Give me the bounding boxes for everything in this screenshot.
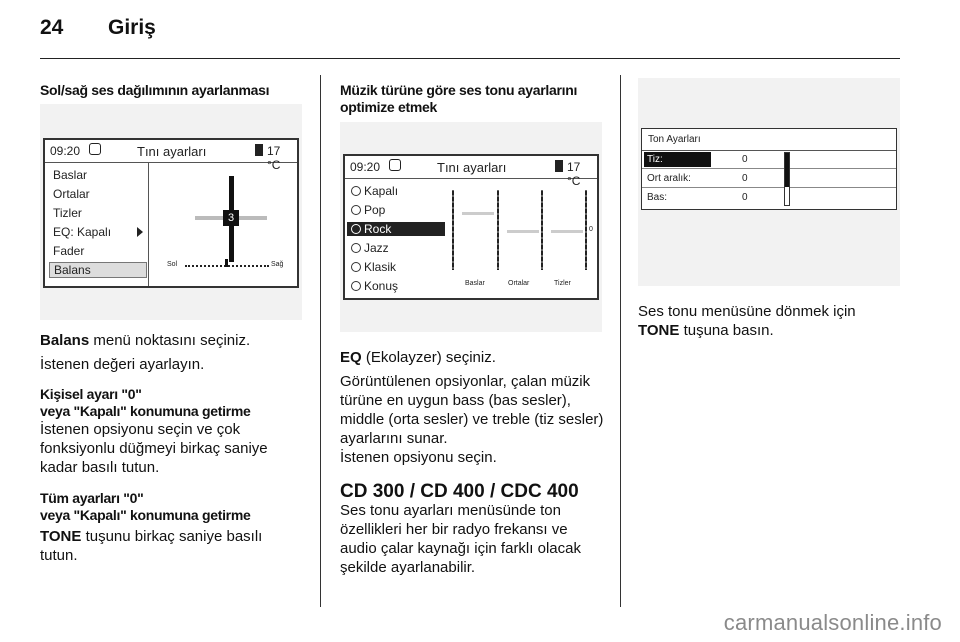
band-label-tizler: Tizler xyxy=(554,280,571,287)
middle-paragraph-2: Görüntülenen opsiyonlar, çalan müzik türüne en uygun bass (bas sesler), middle (orta sesler) ve treble (tiz sesler) ayarlarını sunar. xyxy=(340,373,604,447)
ortalar-level-track xyxy=(497,190,499,270)
tone-title-divider xyxy=(642,150,896,151)
ortalar-level-bar xyxy=(507,230,539,233)
middle-paragraph-1-text: (Ekolayzer) seçiniz. xyxy=(361,349,496,366)
tone-row-label-1[interactable]: Ort aralık: xyxy=(647,173,691,184)
left-subheading-2-line1: Tüm ayarları "0" xyxy=(40,490,144,506)
tone-term: TONE xyxy=(638,322,680,339)
balans-term: Balans xyxy=(40,332,90,349)
balance-knob[interactable]: 3 xyxy=(223,210,239,226)
eq-option-2[interactable] xyxy=(347,222,445,236)
left-paragraph-4 xyxy=(40,527,290,565)
balance-figure xyxy=(40,104,302,320)
eq-option-label: Pop xyxy=(364,203,386,217)
tone-figure xyxy=(638,78,900,286)
tizler-level-track xyxy=(541,190,543,270)
header-divider xyxy=(40,58,900,59)
tone-row-value-0: 0 xyxy=(742,154,748,165)
column-divider-right xyxy=(620,75,621,607)
eq-screen xyxy=(343,154,599,300)
eq-option-label: Konuş xyxy=(364,279,399,293)
eq-term: EQ xyxy=(340,349,362,366)
eq-figure xyxy=(340,122,602,332)
left-subheading-1-line1: Kişisel ayarı "0" xyxy=(40,386,142,402)
middle-heading: Müzik türüne göre ses tonu ayarlarını optimize etmek xyxy=(340,82,578,115)
column-divider-left xyxy=(320,75,321,607)
eq-option-5[interactable] xyxy=(347,279,445,293)
band-label-baslar: Baslar xyxy=(465,280,485,287)
eq-clock-label: 09:20 xyxy=(350,160,381,174)
left-subheading-1-line2: veya "Kapalı" konumuna getirme xyxy=(40,403,251,419)
radio-icon xyxy=(351,281,361,291)
menu-item-tizler[interactable]: Tizler xyxy=(53,206,82,220)
thermometer-icon xyxy=(255,144,263,156)
balance-screen xyxy=(43,138,299,288)
tone-term: TONE xyxy=(40,528,82,545)
menu-item-eq[interactable]: EQ: Kapalı xyxy=(53,225,112,239)
eq-screen-title: Tını ayarları xyxy=(437,160,507,175)
menu-item-baslar[interactable]: Baslar xyxy=(53,168,88,182)
baslar-level-track xyxy=(452,190,454,270)
thermometer-icon xyxy=(555,160,563,172)
radio-icon xyxy=(351,186,361,196)
eq-temperature-label: 17 °C xyxy=(567,160,581,188)
right-paragraph-1-text: tuşuna basın. xyxy=(679,322,774,339)
eq-option-label: Kapalı xyxy=(364,184,399,198)
radio-icon xyxy=(351,243,361,253)
eq-option-4[interactable] xyxy=(347,260,445,274)
eq-option-1[interactable] xyxy=(347,203,445,217)
band-label-ortalar: Ortalar xyxy=(508,280,530,287)
scale-left-label: Sol xyxy=(167,261,178,268)
tone-row-value-1: 0 xyxy=(742,173,748,184)
radio-icon xyxy=(351,205,361,215)
menu-item-fader[interactable]: Fader xyxy=(53,244,85,258)
tizler-level-bar xyxy=(551,230,583,233)
eq-option-0[interactable] xyxy=(347,184,445,198)
menu-item-ortalar[interactable]: Ortalar xyxy=(53,187,90,201)
scale-right-label: Sağ xyxy=(271,261,284,268)
left-subheading-2 xyxy=(40,490,315,524)
middle-section-heading: CD 300 / CD 400 / CDC 400 xyxy=(340,481,579,502)
radio-icon xyxy=(351,224,361,234)
temperature-label: 17 °C xyxy=(267,144,281,172)
balance-scale-marker xyxy=(225,259,228,267)
right-paragraph-1-line2 xyxy=(638,321,900,340)
watermark: carmanualsonline.info xyxy=(723,610,942,635)
tone-level-indicator xyxy=(784,152,790,206)
tone-row-divider xyxy=(642,168,896,169)
right-level-track xyxy=(585,190,587,270)
eq-status-bar xyxy=(345,156,597,188)
eq-option-3[interactable] xyxy=(347,241,445,255)
left-heading: Sol/sağ ses dağılımının ayarlanması xyxy=(40,82,270,98)
middle-paragraph-3: İstenen opsiyonu seçin. xyxy=(340,449,497,466)
menu-item-balans[interactable]: Balans xyxy=(49,262,147,278)
middle-paragraph-1 xyxy=(340,348,610,367)
right-paragraph-1 xyxy=(638,302,900,340)
tone-screen-title: Ton Ayarları xyxy=(648,134,701,145)
page-title: Giriş xyxy=(108,16,156,39)
left-paragraph-1-text: menü noktasını seçiniz. xyxy=(89,332,251,349)
eq-option-label: Jazz xyxy=(364,241,389,255)
left-paragraph-3: İstenen opsiyonu seçin ve çok fonksiyonlu düğmeyi birkaç saniye kadar basılı tutun. xyxy=(40,421,268,476)
tone-level-fill xyxy=(785,153,789,187)
middle-paragraph-4: Ses tonu ayarları menüsünde ton özellikleri her bir radyo frekansı ve audio çalar kaynağı için farklı olacak şekilde ayarlanabilir. xyxy=(340,502,581,576)
page-number: 24 xyxy=(40,16,64,39)
tone-row-divider xyxy=(642,187,896,188)
left-paragraph-4-text: tuşunu birkaç saniye basılı tutun. xyxy=(40,528,263,564)
eq-option-label: Klasik xyxy=(364,260,397,274)
tone-screen xyxy=(641,128,897,210)
screen-divider xyxy=(148,162,149,286)
left-subheading-1 xyxy=(40,386,315,420)
right-paragraph-1-line1: Ses tonu menüsüne dönmek için xyxy=(638,303,856,320)
left-subheading-2-line2: veya "Kapalı" konumuna getirme xyxy=(40,507,251,523)
left-paragraph-1 xyxy=(40,331,315,350)
eq-option-label: Rock xyxy=(364,222,392,236)
screen-status-bar xyxy=(45,140,297,172)
submenu-arrow-icon xyxy=(137,227,143,237)
tone-row-label-0[interactable]: Tiz: xyxy=(644,152,711,167)
tone-row-value-2: 0 xyxy=(742,192,748,203)
zero-label: 0 xyxy=(589,226,593,233)
baslar-level-bar xyxy=(462,212,494,215)
check-icon xyxy=(389,159,401,171)
radio-icon xyxy=(351,262,361,272)
screen-title: Tını ayarları xyxy=(137,144,207,159)
clock-label: 09:20 xyxy=(50,144,81,158)
left-paragraph-2: İstenen değeri ayarlayın. xyxy=(40,356,205,373)
check-icon xyxy=(89,143,101,155)
tone-row-label-2[interactable]: Bas: xyxy=(647,192,668,203)
